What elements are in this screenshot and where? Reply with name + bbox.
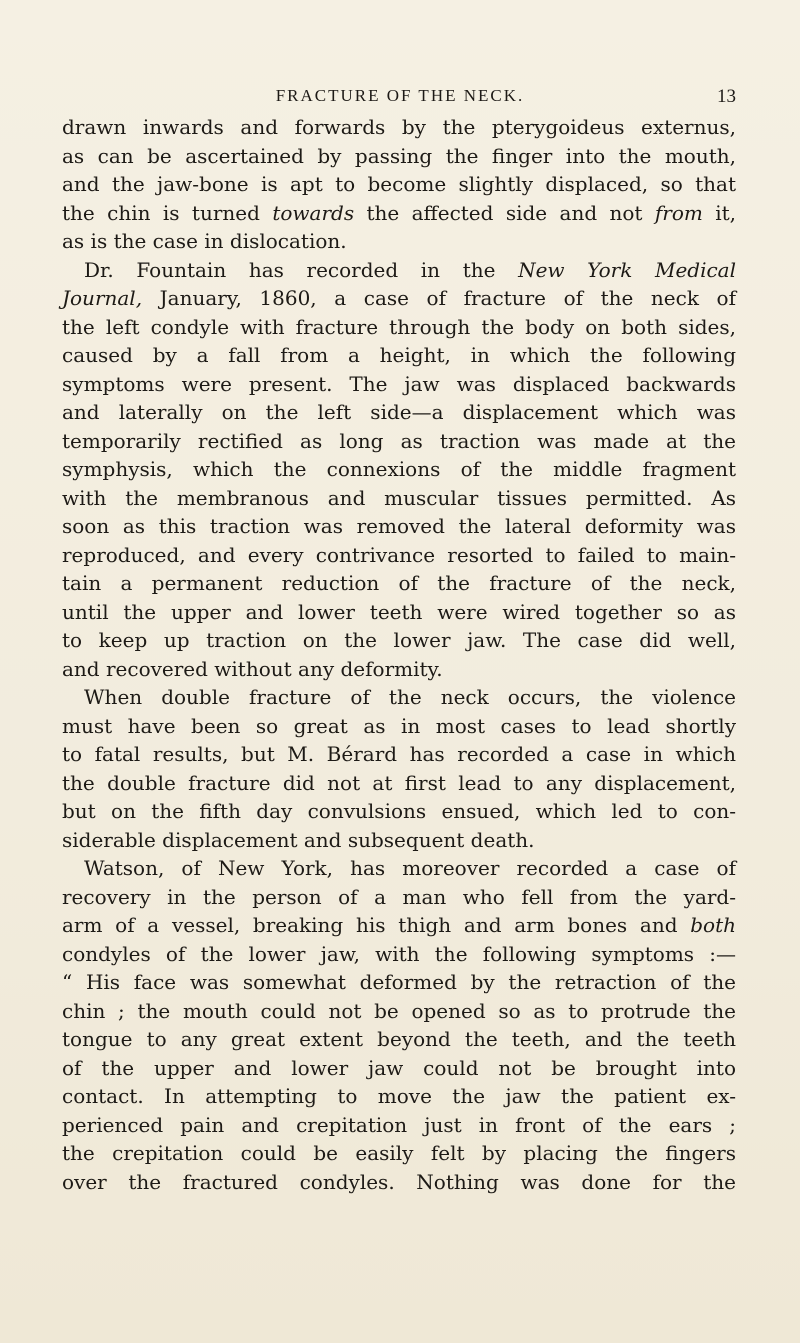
text-line: of the upper and lower jaw could not be brought into xyxy=(62,1055,736,1080)
running-head xyxy=(64,86,736,112)
text-line: arm of a vessel, breaking his thigh and arm bones and both xyxy=(62,913,736,937)
text-line: and laterally on the left side—a displacement which was xyxy=(62,400,736,424)
text-line: chin ; the mouth could not be opened so as to protrude the xyxy=(62,998,736,1023)
text-line: and the jaw-bone is apt to become slightly displaced, so that xyxy=(62,172,736,196)
text-line: tongue to any great extent beyond the teeth, and the teeth xyxy=(62,1027,736,1051)
text-line: reproduced, and every contrivance resorted to failed to main- xyxy=(62,542,736,567)
text-line: over the fractured condyles. Nothing was done for the xyxy=(62,1169,736,1194)
text-line: Watson, of New York, has moreover recorded a case of xyxy=(84,856,736,880)
text-line: to fatal results, but M. Bérard has recorded a case in which xyxy=(62,742,736,766)
text-line: but on the fifth day convulsions ensued, which led to con- xyxy=(62,799,736,823)
text-line: temporarily rectified as long as traction was made at the xyxy=(62,428,736,453)
text-line: until the upper and lower teeth were wired together so as xyxy=(62,599,736,624)
text-line: “ His face was somewhat deformed by the retraction of the xyxy=(62,970,736,994)
text-line: symphysis, which the connexions of the middle fragment xyxy=(62,457,736,481)
text-line: Dr. Fountain has recorded in the New York Medical xyxy=(84,257,737,282)
text-line: as can be ascertained by passing the finger into the mouth, xyxy=(62,143,736,168)
page-number: 13 xyxy=(717,86,736,107)
text-line: drawn inwards and forwards by the pterygoideus externus, xyxy=(62,115,736,139)
text-line: with the membranous and muscular tissues permitted. As xyxy=(62,485,736,510)
running-title: FRACTURE OF THE NECK. xyxy=(275,86,525,105)
text-line: the double fracture did not at first lead to any displacement, xyxy=(62,770,736,795)
text-line: symptoms were present. The jaw was displaced backwards xyxy=(62,371,736,396)
body-text xyxy=(62,113,736,1196)
text-line: caused by a fall from a height, in which the following xyxy=(62,343,736,367)
text-line: condyles of the lower jaw, with the following symptoms :— xyxy=(62,941,736,966)
text-line: perienced pain and crepitation just in front of the ears ; xyxy=(62,1112,736,1137)
text-line: recovery in the person of a man who fell from the yard- xyxy=(62,884,736,909)
text-line: and recovered without any deformity. xyxy=(62,656,443,681)
text-line: contact. In attempting to move the jaw the patient ex- xyxy=(62,1084,736,1108)
text-line: Journal, January, 1860, a case of fracture of the neck of xyxy=(62,286,736,310)
text-line: siderable displacement and subsequent death. xyxy=(62,827,535,852)
text-line: When double fracture of the neck occurs, the violence xyxy=(84,685,736,709)
text-line: as is the case in dislocation. xyxy=(62,229,347,253)
text-line: the crepitation could be easily felt by placing the fingers xyxy=(62,1141,736,1165)
text-line: tain a permanent reduction of the fracture of the neck, xyxy=(62,571,736,595)
text-line: the left condyle with fracture through the body on both sides, xyxy=(62,314,736,339)
text-line: must have been so great as in most cases to lead shortly xyxy=(62,713,736,738)
text-line: soon as this traction was removed the lateral deformity was xyxy=(62,514,736,538)
text-line: to keep up traction on the lower jaw. The case did well, xyxy=(62,628,736,652)
text-line: the chin is turned towards the affected side and not from it, xyxy=(62,200,737,225)
